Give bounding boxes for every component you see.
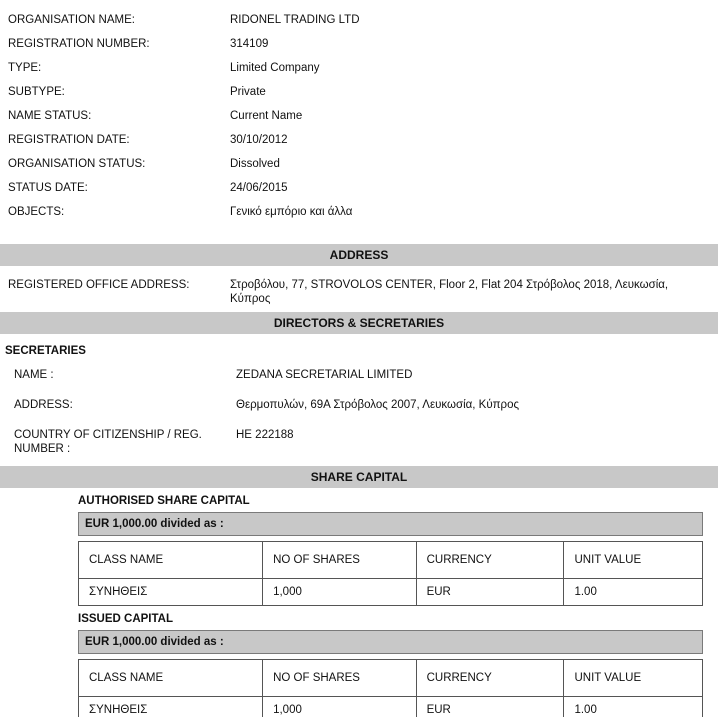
col-header-currency: CURRENCY [416,542,564,579]
detail-row-organisation-name [0,8,718,32]
issued-capital-heading: ISSUED CAPITAL [78,613,173,625]
field-label: REGISTERED OFFICE ADDRESS: [8,279,190,291]
directors-section-title: DIRECTORS & SECRETARIES [273,316,445,330]
col-header-no-of-shares: NO OF SHARES [263,660,417,697]
cell-no-of-shares: 1,000 [263,697,417,717]
field-label: ADDRESS: [14,399,73,411]
field-value: Θερμοπυλών, 69Α Στρόβολος 2007, Λευκωσία, Κύπρος [236,399,520,411]
field-label: STATUS DATE: [8,182,88,194]
field-label: REGISTRATION DATE: [8,134,130,146]
secretary-name-row [0,360,718,390]
detail-row-status-date [0,176,718,200]
detail-row-type [0,56,718,80]
field-label: NAME : [14,369,54,381]
authorised-share-capital-heading: AUTHORISED SHARE CAPITAL [78,495,250,507]
col-header-class-name: CLASS NAME [79,542,263,579]
issued-capital-table [78,659,703,717]
share-capital-section-header [0,466,718,488]
field-value: 314109 [230,38,269,50]
cell-class-name: ΣΥΝΗΘΕΙΣ [79,697,263,717]
share-capital-section-title: SHARE CAPITAL [310,470,408,484]
address-section-header [0,244,718,266]
field-value: Dissolved [230,158,280,170]
secretaries-subheading: SECRETARIES [5,345,86,357]
field-value: Στροβόλου, 77, STROVOLOS CENTER, Floor 2, Flat 204 Στρόβολος 2018, Λευκωσία, Κύπρος [230,279,669,305]
col-header-no-of-shares: NO OF SHARES [263,542,417,579]
field-label: COUNTRY OF CITIZENSHIP / REG. NUMBER : [14,429,202,455]
field-value: HE 222188 [236,429,294,441]
field-value: RIDONEL TRADING LTD [230,14,360,26]
field-value: Γενικό εμπόριο και άλλα [230,206,353,218]
address-section-title: ADDRESS [329,248,389,262]
issued-capital-caption: EUR 1,000.00 divided as : [78,630,703,654]
authorised-capital-caption: EUR 1,000.00 divided as : [78,512,703,536]
secretary-reg-number-row [0,420,718,464]
field-label: ORGANISATION STATUS: [8,158,146,170]
col-header-currency: CURRENCY [416,660,564,697]
organisation-details [0,8,718,224]
col-header-class-name: CLASS NAME [79,660,263,697]
field-label: OBJECTS: [8,206,65,218]
cell-currency: EUR [416,579,564,606]
field-label: REGISTRATION NUMBER: [8,38,150,50]
field-label: NAME STATUS: [8,110,92,122]
col-header-unit-value: UNIT VALUE [564,660,703,697]
field-value: Private [230,86,266,98]
authorised-share-capital-block [78,488,703,606]
field-label: SUBTYPE: [8,86,65,98]
cell-unit-value: 1.00 [564,697,703,717]
table-header-row [79,660,703,697]
table-header-row [79,542,703,579]
directors-section-header [0,312,718,334]
table-row [79,697,703,717]
cell-unit-value: 1.00 [564,579,703,606]
issued-capital-block [78,606,703,717]
registered-office-address-row [0,266,718,310]
field-value: Limited Company [230,62,320,74]
col-header-unit-value: UNIT VALUE [564,542,703,579]
cell-class-name: ΣΥΝΗΘΕΙΣ [79,579,263,606]
detail-row-subtype [0,80,718,104]
field-value: ZEDANA SECRETARIAL LIMITED [236,369,413,381]
detail-row-name-status [0,104,718,128]
field-value: Current Name [230,110,303,122]
secretary-details [0,360,718,464]
table-row [79,579,703,606]
field-value: 24/06/2015 [230,182,288,194]
detail-row-registration-date [0,128,718,152]
authorised-capital-table [78,541,703,606]
field-value: 30/10/2012 [230,134,288,146]
detail-row-organisation-status [0,152,718,176]
detail-row-objects [0,200,718,224]
cell-no-of-shares: 1,000 [263,579,417,606]
detail-row-registration-number [0,32,718,56]
field-label: TYPE: [8,62,42,74]
cell-currency: EUR [416,697,564,717]
field-label: ORGANISATION NAME: [8,14,135,26]
secretary-address-row [0,390,718,420]
